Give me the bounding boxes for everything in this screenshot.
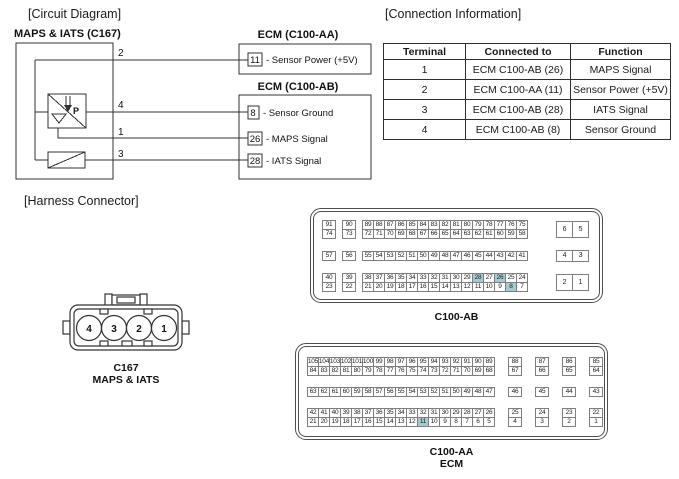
maps-iats-box (16, 43, 113, 179)
pin-segment (589, 387, 603, 397)
col-header-function: Function (571, 44, 671, 60)
pin-71: 71 (373, 229, 385, 239)
pin-77: 77 (494, 220, 506, 230)
pin-59: 59 (351, 387, 363, 397)
pin-band (307, 357, 604, 376)
pin-100: 100 (362, 358, 374, 365)
c100-ab-caption: C100-AB (434, 311, 479, 323)
pin-78: 78 (483, 220, 495, 230)
pin-5: 5 (572, 221, 589, 238)
pin-20: 20 (373, 282, 385, 292)
pin-10: 10 (428, 417, 440, 427)
pin-17: 17 (406, 282, 418, 292)
table-cell: 4 (384, 120, 466, 140)
pin-32: 32 (417, 408, 429, 418)
pin-64: 64 (450, 229, 462, 239)
pin-93: 93 (439, 357, 451, 367)
pin-47: 47 (450, 251, 462, 261)
pin-69: 69 (472, 366, 484, 376)
pin-96: 96 (406, 357, 418, 367)
pin-85: 85 (589, 357, 603, 367)
wire-1-label: 1 (118, 127, 124, 138)
pin-11-desc: - Sensor Power (+5V) (266, 55, 358, 66)
pin-segment (535, 357, 549, 376)
pin-58: 58 (516, 229, 528, 239)
connector-c100-ab (310, 208, 603, 303)
pin-88: 88 (508, 357, 522, 367)
table-cell: Sensor Power (+5V) (571, 80, 671, 100)
pin-45: 45 (535, 387, 549, 397)
pin-26: 26 (494, 273, 506, 283)
pin-11: 11 (417, 417, 429, 427)
col-header-connected: Connected to (466, 44, 571, 60)
pin-74: 74 (322, 229, 336, 239)
pin-56: 56 (342, 251, 356, 261)
connector-c100-aa (295, 343, 608, 440)
wire-1 (58, 128, 248, 138)
pin-59: 59 (505, 229, 517, 239)
pin-18: 18 (340, 417, 352, 427)
pin-28-number: 28 (249, 156, 261, 167)
connection-table (383, 43, 671, 140)
pin-29: 29 (450, 408, 462, 418)
pin-band (322, 273, 599, 292)
pin-83: 83 (428, 220, 440, 230)
pin-35: 35 (395, 273, 407, 283)
pin-53: 53 (384, 251, 396, 261)
pin-segment (307, 387, 495, 397)
pin-6: 6 (472, 417, 484, 427)
table-cell: ECM C100-AB (28) (466, 100, 571, 120)
pin-14: 14 (384, 417, 396, 427)
pin-21: 21 (307, 417, 319, 427)
pin-78: 78 (373, 366, 385, 376)
pin-3: 3 (572, 250, 589, 262)
table-header-row (384, 44, 671, 60)
pin-56: 56 (384, 387, 396, 397)
c167-pin-2-label: 2 (136, 324, 142, 335)
pin-86: 86 (562, 357, 576, 367)
c100-aa-pin-grid (298, 346, 605, 437)
table-cell: ECM C100-AB (8) (466, 120, 571, 140)
pin-46: 46 (461, 251, 473, 261)
pin-segment (307, 357, 495, 376)
pin-72: 72 (362, 229, 374, 239)
pin-90: 90 (342, 220, 356, 230)
pin-segment (535, 387, 549, 397)
pin-51: 51 (439, 387, 451, 397)
pin-44: 44 (562, 387, 576, 397)
pin-76: 76 (395, 366, 407, 376)
pin-55: 55 (362, 251, 374, 261)
pin-65: 65 (562, 366, 576, 376)
pin-27: 27 (483, 273, 495, 283)
pin-segment (362, 251, 528, 261)
pin-31: 31 (439, 273, 451, 283)
pin-9: 9 (494, 282, 506, 292)
pin-38: 38 (362, 273, 374, 283)
pin-48: 48 (439, 251, 451, 261)
pin-79: 79 (362, 366, 374, 376)
pin-92: 92 (450, 357, 462, 367)
pin-16: 16 (362, 417, 374, 427)
pin-11-number: 11 (250, 55, 260, 66)
pin-13: 13 (395, 417, 407, 427)
pin-37: 37 (362, 408, 374, 418)
pin-60: 60 (340, 387, 352, 397)
pin-58: 58 (362, 387, 374, 397)
pin-34: 34 (406, 273, 418, 283)
pin-segment (508, 387, 522, 397)
pin-segment (562, 357, 576, 376)
pin-21: 21 (362, 282, 374, 292)
pin-33: 33 (406, 408, 418, 418)
pin-101: 101 (351, 358, 363, 365)
pin-34: 34 (395, 408, 407, 418)
pin-32: 32 (428, 273, 440, 283)
ecm-ab-label: ECM (C100-AB) (257, 81, 339, 93)
pin-segment (535, 408, 549, 427)
pin-64: 64 (589, 366, 603, 376)
c167-pin-1-label: 1 (161, 324, 167, 335)
pin-57: 57 (373, 387, 385, 397)
pin-71: 71 (450, 366, 462, 376)
table-cell: 2 (384, 80, 466, 100)
pin-91: 91 (322, 220, 336, 230)
pin-82: 82 (439, 220, 451, 230)
pin-63: 63 (307, 387, 319, 397)
pin-17: 17 (351, 417, 363, 427)
pin-42: 42 (307, 408, 319, 418)
table-row (384, 80, 671, 100)
pin-73: 73 (428, 366, 440, 376)
pin-24: 24 (516, 273, 528, 283)
table-row (384, 60, 671, 80)
pin-14: 14 (439, 282, 451, 292)
pin-4: 4 (556, 250, 573, 262)
section-title-harness-connector: [Harness Connector] (24, 194, 139, 208)
wire-4-label: 4 (118, 100, 124, 111)
pin-26-desc: - MAPS Signal (266, 134, 328, 145)
pin-84: 84 (417, 220, 429, 230)
pin-52: 52 (428, 387, 440, 397)
pin-68: 68 (483, 366, 495, 376)
pin-89: 89 (483, 357, 495, 367)
pin-67: 67 (417, 229, 429, 239)
pin-62: 62 (318, 387, 330, 397)
pin-22: 22 (589, 408, 603, 418)
pin-36: 36 (373, 408, 385, 418)
pin-9: 9 (439, 417, 451, 427)
pin-69: 69 (395, 229, 407, 239)
pin-63: 63 (461, 229, 473, 239)
pin-30: 30 (450, 273, 462, 283)
pin-segment (562, 387, 576, 397)
table-row (384, 100, 671, 120)
pin-97: 97 (395, 357, 407, 367)
c100-aa-subcaption: ECM (439, 458, 464, 470)
pin-24: 24 (535, 408, 549, 418)
pin-98: 98 (384, 357, 396, 367)
pin-55: 55 (395, 387, 407, 397)
pin-82: 82 (329, 366, 341, 376)
pin-39: 39 (342, 273, 356, 283)
pin-103: 103 (329, 358, 341, 365)
pin-segment (589, 408, 603, 427)
pin-62: 62 (472, 229, 484, 239)
pin-77: 77 (384, 366, 396, 376)
pin-91: 91 (461, 357, 473, 367)
arrow-down-icon (64, 105, 72, 112)
pin-41: 41 (516, 251, 528, 261)
c167-caption: C167 (113, 362, 139, 374)
table-cell: ECM C100-AB (26) (466, 60, 571, 80)
table-cell: Sensor Ground (571, 120, 671, 140)
pin-25: 25 (508, 408, 522, 418)
vent-triangle-icon (52, 114, 66, 123)
pin-57: 57 (322, 251, 336, 261)
pin-61: 61 (483, 229, 495, 239)
pin-86: 86 (395, 220, 407, 230)
pin-41: 41 (318, 408, 330, 418)
pin-49: 49 (461, 387, 473, 397)
pin-20: 20 (318, 417, 330, 427)
pin-39: 39 (340, 408, 352, 418)
pin-43: 43 (589, 387, 603, 397)
pin-segment (322, 273, 336, 292)
c167-subcaption: MAPS & IATS (92, 374, 160, 386)
pin-66: 66 (535, 366, 549, 376)
pin-band (322, 220, 599, 239)
pin-44: 44 (483, 251, 495, 261)
pressure-p-label: P (73, 106, 80, 116)
pin-segment (342, 273, 356, 292)
pin-33: 33 (417, 273, 429, 283)
pin-30: 30 (439, 408, 451, 418)
pin-7: 7 (516, 282, 528, 292)
pin-84: 84 (307, 366, 319, 376)
pin-72: 72 (439, 366, 451, 376)
pin-1: 1 (589, 417, 603, 427)
pin-segment (362, 273, 528, 292)
pin-segment (322, 220, 336, 239)
pin-10: 10 (483, 282, 495, 292)
pin-8: 8 (505, 282, 517, 292)
pin-54: 54 (373, 251, 385, 261)
pin-2: 2 (562, 417, 576, 427)
pin-75: 75 (406, 366, 418, 376)
pin-12: 12 (406, 417, 418, 427)
pin-83: 83 (318, 366, 330, 376)
side-tab-left (63, 321, 70, 334)
wire-2-label: 2 (118, 48, 124, 59)
pin-23: 23 (562, 408, 576, 418)
pin-79: 79 (472, 220, 484, 230)
pin-16: 16 (417, 282, 429, 292)
pin-54: 54 (406, 387, 418, 397)
section-title-circuit-diagram: [Circuit Diagram] (28, 7, 122, 21)
c167-pin-4-label: 4 (86, 324, 92, 335)
pin-27: 27 (472, 408, 484, 418)
pin-23: 23 (322, 282, 336, 292)
pin-18: 18 (395, 282, 407, 292)
pin-52: 52 (395, 251, 407, 261)
pin-81: 81 (340, 366, 352, 376)
pin-85: 85 (406, 220, 418, 230)
pin-80: 80 (461, 220, 473, 230)
pin-65: 65 (439, 229, 451, 239)
pin-42: 42 (505, 251, 517, 261)
pin-28: 28 (472, 273, 484, 283)
table-cell: MAPS Signal (571, 60, 671, 80)
ecm-aa-label: ECM (C100-AA) (257, 29, 339, 41)
pin-3: 3 (535, 417, 549, 427)
pin-87: 87 (384, 220, 396, 230)
pin-11: 11 (472, 282, 484, 292)
pin-75: 75 (516, 220, 528, 230)
pin-5: 5 (483, 417, 495, 427)
pin-87: 87 (535, 357, 549, 367)
pin-band (307, 408, 604, 427)
pin-45: 45 (472, 251, 484, 261)
pin-80: 80 (351, 366, 363, 376)
pin-6: 6 (556, 221, 573, 238)
side-tab-right (182, 321, 189, 334)
pin-90: 90 (472, 357, 484, 367)
pin-35: 35 (384, 408, 396, 418)
pin-60: 60 (494, 229, 506, 239)
pin-segment (556, 221, 589, 238)
pin-104: 104 (318, 358, 330, 365)
pin-94: 94 (428, 357, 440, 367)
pin-segment (589, 357, 603, 376)
pin-26-number: 26 (249, 134, 261, 145)
table-row (384, 120, 671, 140)
pin-segment (508, 408, 522, 427)
pin-25: 25 (505, 273, 517, 283)
pin-7: 7 (461, 417, 473, 427)
table-cell: 1 (384, 60, 466, 80)
pin-70: 70 (384, 229, 396, 239)
pin-89: 89 (362, 220, 374, 230)
pin-38: 38 (351, 408, 363, 418)
pin-95: 95 (417, 357, 429, 367)
pin-26: 26 (483, 408, 495, 418)
pin-81: 81 (450, 220, 462, 230)
pin-36: 36 (384, 273, 396, 283)
table-cell: ECM C100-AA (11) (466, 80, 571, 100)
pin-segment (342, 251, 356, 261)
pin-segment (342, 220, 356, 239)
pin-segment (562, 408, 576, 427)
pin-73: 73 (342, 229, 356, 239)
pin-67: 67 (508, 366, 522, 376)
pin-49: 49 (428, 251, 440, 261)
section-title-connection-information: [Connection Information] (385, 7, 522, 21)
pin-74: 74 (417, 366, 429, 376)
pin-29: 29 (461, 273, 473, 283)
pin-band (307, 387, 604, 397)
maps-iats-label: MAPS & IATS (C167) (14, 28, 121, 40)
pin-segment (508, 357, 522, 376)
pin-76: 76 (505, 220, 517, 230)
pin-4: 4 (508, 417, 522, 427)
pin-70: 70 (461, 366, 473, 376)
wire-3-label: 3 (118, 149, 124, 160)
pin-50: 50 (417, 251, 429, 261)
pin-43: 43 (494, 251, 506, 261)
pin-28: 28 (461, 408, 473, 418)
pin-66: 66 (428, 229, 440, 239)
pin-band (322, 250, 599, 262)
pin-8-desc: - Sensor Ground (263, 108, 334, 119)
pin-40: 40 (322, 273, 336, 283)
pin-28-desc: - IATS Signal (266, 156, 322, 167)
pin-13: 13 (450, 282, 462, 292)
pin-15: 15 (428, 282, 440, 292)
table-cell: 3 (384, 100, 466, 120)
pin-99: 99 (373, 357, 385, 367)
pin-61: 61 (329, 387, 341, 397)
pin-segment (556, 274, 589, 291)
pin-31: 31 (428, 408, 440, 418)
pin-88: 88 (373, 220, 385, 230)
pin-51: 51 (406, 251, 418, 261)
pin-105: 105 (307, 358, 319, 365)
pin-segment (556, 250, 589, 262)
c167-connector-drawing (63, 294, 189, 350)
c167-pin-3-label: 3 (111, 324, 117, 335)
pin-1: 1 (572, 274, 589, 291)
pin-12: 12 (461, 282, 473, 292)
pin-8: 8 (450, 417, 462, 427)
pin-15: 15 (373, 417, 385, 427)
pin-40: 40 (329, 408, 341, 418)
pin-19: 19 (329, 417, 341, 427)
pin-19: 19 (384, 282, 396, 292)
pin-53: 53 (417, 387, 429, 397)
table-cell: IATS Signal (571, 100, 671, 120)
col-header-terminal: Terminal (384, 44, 466, 60)
c100-ab-pin-grid (313, 211, 600, 300)
pin-47: 47 (483, 387, 495, 397)
pin-68: 68 (406, 229, 418, 239)
pin-segment (362, 220, 528, 239)
pin-102: 102 (340, 358, 352, 365)
pin-2: 2 (556, 274, 573, 291)
pin-48: 48 (472, 387, 484, 397)
pin-segment (307, 408, 495, 427)
pin-37: 37 (373, 273, 385, 283)
pin-22: 22 (342, 282, 356, 292)
pin-50: 50 (450, 387, 462, 397)
pin-46: 46 (508, 387, 522, 397)
pin-segment (322, 251, 336, 261)
c100-aa-caption: C100-AA (429, 446, 474, 458)
pin-8-number: 8 (250, 108, 256, 119)
